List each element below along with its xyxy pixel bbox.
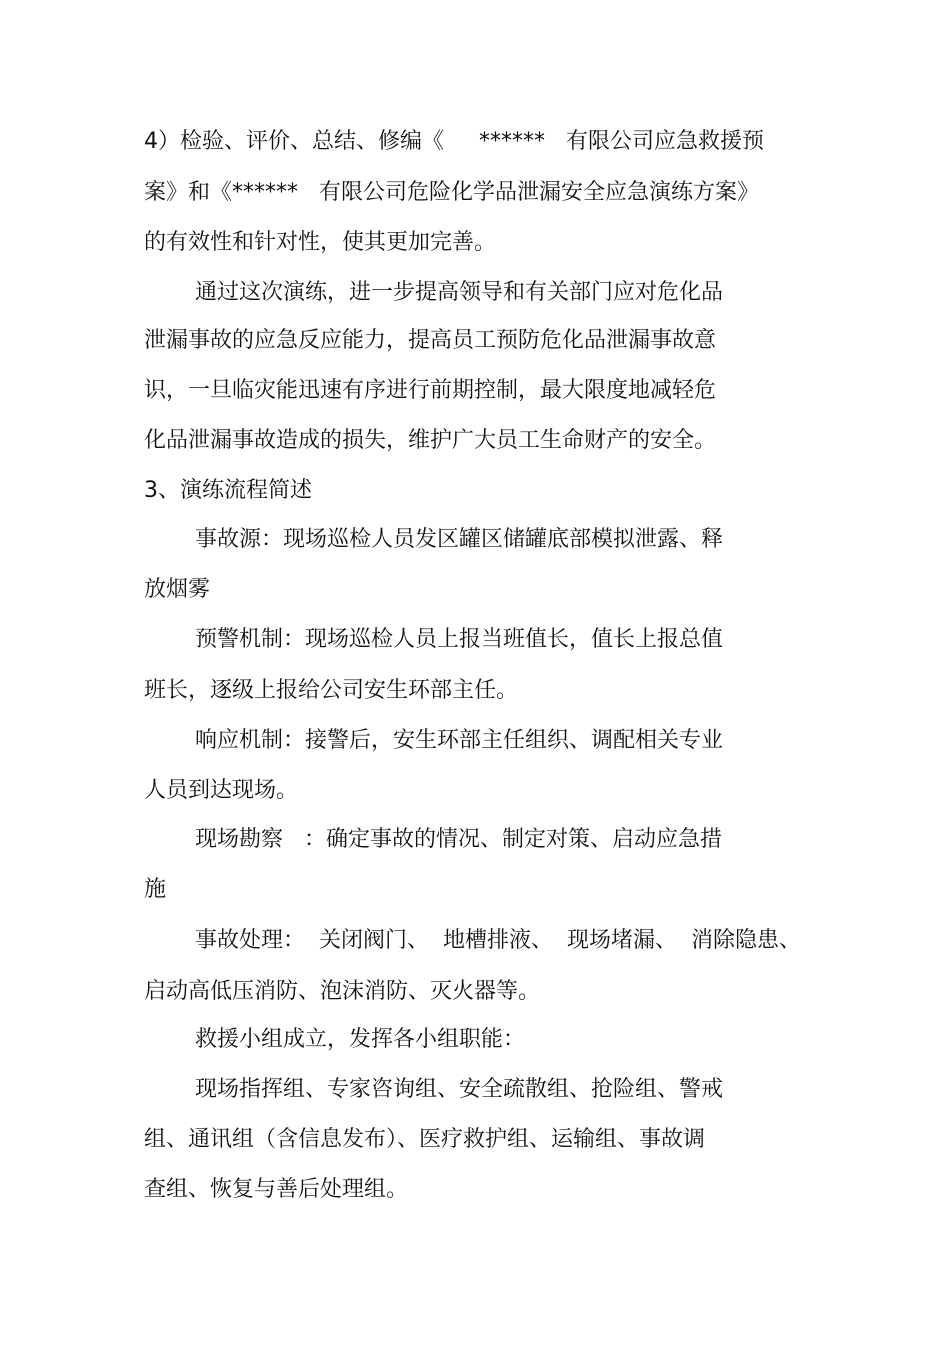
paragraph-text-line: 放烟雾 [144, 577, 211, 602]
paragraph-text-line: 启动高低压消防、泡沫消防、灭火器等。 [144, 979, 541, 1004]
paragraph-text-line: 事故处理： 关闭阀门、 地槽排液、 现场堵漏、 消除隐患、 [195, 928, 801, 953]
paragraph-text-line: 泄漏事故的应急反应能力，提高员工预防危化品泄漏事故意 [144, 328, 717, 353]
paragraph-text-line: 化品泄漏事故造成的损失，维护广大员工生命财产的安全。 [144, 428, 717, 453]
text-line: 的有效性和针对性，使其更加完善。 [144, 230, 497, 255]
paragraph-text-line: 识，一旦临灾能迅速有序进行前期控制，最大限度地减轻危 [144, 378, 717, 403]
paragraph-text-line: 施 [144, 877, 167, 902]
paragraph-text-line: 预警机制：现场巡检人员上报当班值长，值长上报总值 [195, 627, 724, 652]
paragraph-text-line: 事故源：现场巡检人员发区罐区储罐底部模拟泄露、释 [195, 527, 724, 552]
paragraph-text-line: 现场勘察 ：确定事故的情况、制定对策、启动应急措 [195, 827, 722, 852]
paragraph-text-line: 组、通讯组（含信息发布）、医疗救护组、运输组、事故调 [144, 1127, 706, 1152]
paragraph-text-line: 查组、恢复与善后处理组。 [144, 1177, 409, 1202]
paragraph-text-line: 救援小组成立，发挥各小组职能： [195, 1027, 526, 1052]
paragraph-text-line: 通过这次演练，进一步提高领导和有关部门应对危化品 [195, 280, 724, 305]
text-line: 4）检验、评价、总结、修编《 ****** 有限公司应急救援预 [144, 129, 764, 154]
paragraph-text-line: 人员到达现场。 [144, 778, 299, 803]
paragraph-text-line: 班长，逐级上报给公司安生环部主任。 [144, 678, 519, 703]
section-heading: 3、演练流程简述 [144, 478, 312, 503]
paragraph-text-line: 现场指挥组、专家咨询组、安全疏散组、抢险组、警戒 [195, 1077, 724, 1102]
paragraph-text-line: 响应机制：接警后，安生环部主任组织、调配相关专业 [195, 728, 724, 753]
text-line: 案》和《****** 有限公司危险化学品泄漏安全应急演练方案》 [144, 180, 759, 205]
